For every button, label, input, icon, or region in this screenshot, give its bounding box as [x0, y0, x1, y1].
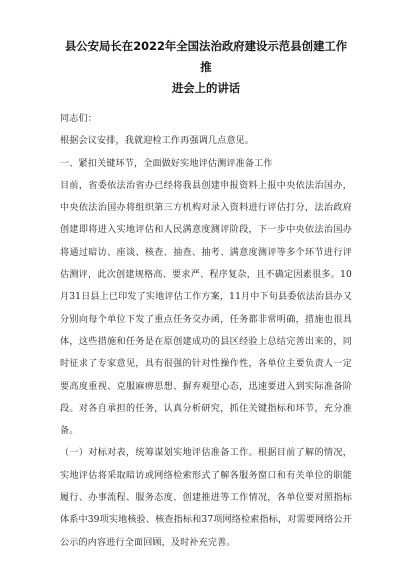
title-line-1: 县公安局长在2022年全国法治政府建设示范县创建工作推 [64, 39, 348, 74]
paragraph-subsection: （一）对标对表，统筹谋划实地评估准备工作。根据目前了解的情况，实地评估将采取暗访或网络检索形式了解各服务窗口和有关单位的职能履行、办事流程、服务态度、创建推进等工作情况，各单位要对照指标体系中39项实地核验、核查指标和37项网络检索指标，对需要网络公开公示的内容进行全面回顾，及时补充完善。 [60, 448, 352, 548]
title-line-2: 进会上的讲话 [171, 81, 241, 95]
salutation: 同志们： [60, 114, 97, 124]
section-heading: 一、紧扣关键环节，全面做好实地评估测评准备工作 [60, 158, 273, 169]
document-body [60, 108, 352, 554]
paragraph-body: 目前，省委依法治省办已经将我县创建申报资料上报中央依法治国办，中央依法治国办将组织第三方机构对录入资料进行评估打分，法治政府创建即将进入实地评估和人民满意度测评阶段，下一步中央依法治国办将通过暗访、座谈、核查、抽查、抽考、满意度测评等多个环节进行评估测评，此次创建规格高、要求严、程序复杂，且不确定因素很多。10月31日县上已印发了实地评估工作方案，11月中下旬县委依法治县办又分别向每个单位下发了重点任务交办函，任务都非常明确，措施也很具体，这些措施和任务是在原创建成功的县区经验上总结完善出来的，同时征求了专家意见，具有很强的针对性操作性，各单位主要负责人一定要高度重视、克服麻痹思想、摒弃观望心态，迅速要进入到实际准备阶段。对各自承担的任务，认真分析研究，抓住关键指标和环节，充分准备。 [60, 180, 352, 437]
document-title [60, 36, 352, 99]
paragraph-intro: 根据会议安排，我就迎检工作再强调几点意见。 [60, 136, 255, 147]
